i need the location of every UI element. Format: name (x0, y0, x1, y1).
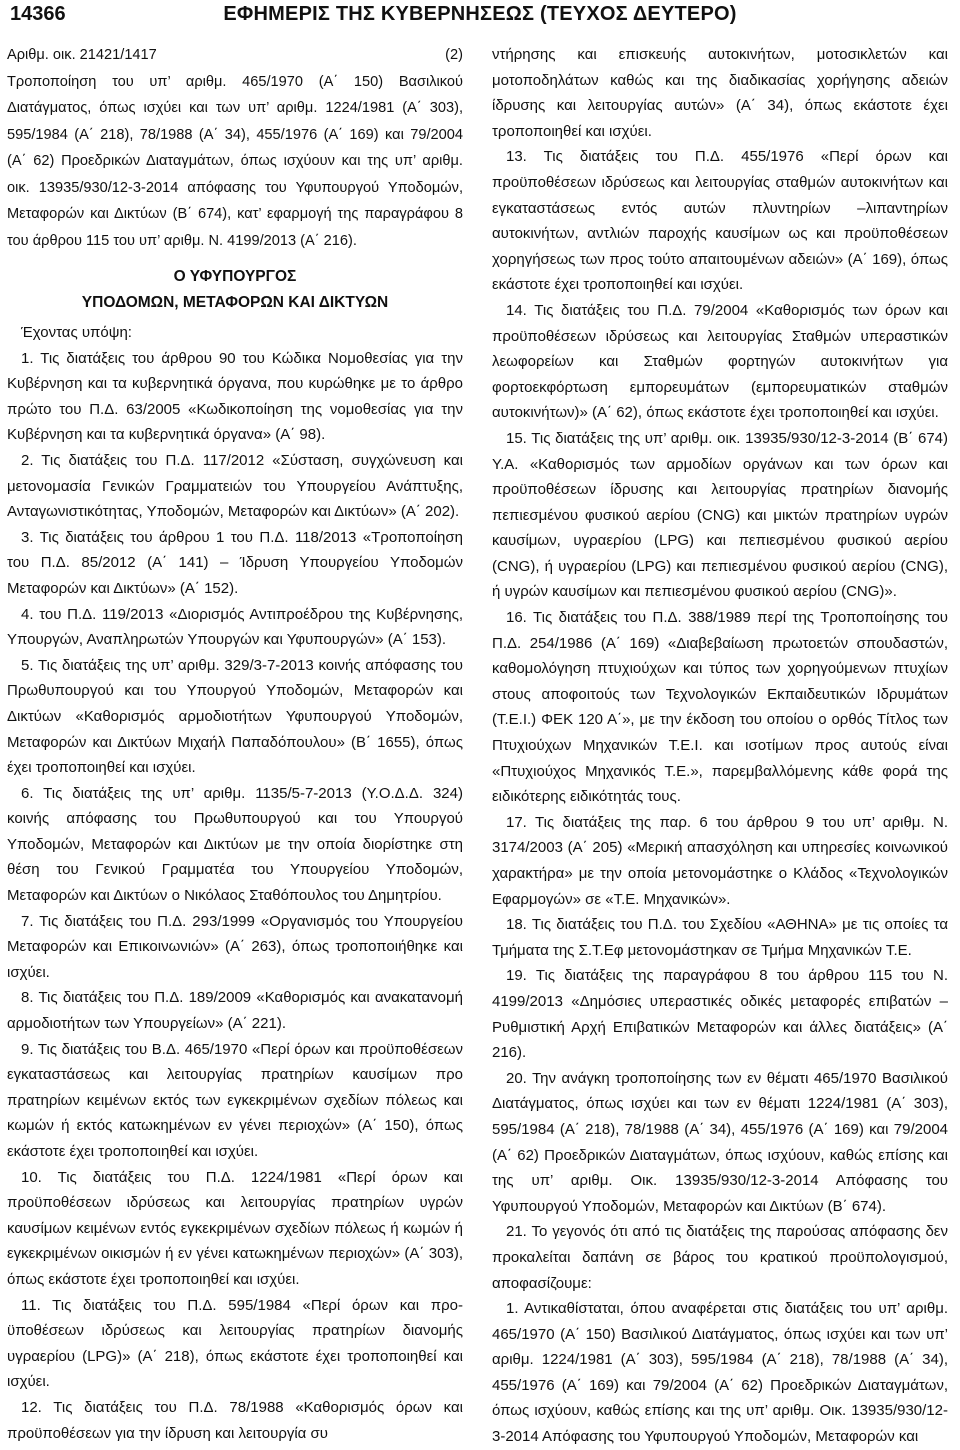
authority-title-line1: Ο ΥΦΥΠΟΥΡΓΟΣ (173, 268, 297, 285)
paragraph: 2. Τις διατάξεις του Π.Δ. 117/2012 «Σύσταση, συγχώνευση και μετονομασία Γενικών Γραμματειών του Υπουργείου Ανάπτυξης, Ανταγωνιστικότητας, Υποδομών, Μεταφορών και Δικτύων» (Α΄ 202). (7, 451, 463, 521)
left-paragraphs (7, 346, 463, 1447)
paragraph: 3. Τις διατάξεις του άρθρου 1 του Π.Δ. 118/2013 «Τροποποίηση του Π.Δ. 85/2012 (Α΄ 141) – Ίδρυση Υπουργείου Υποδομών Μεταφορών και Δικτύων» (Α΄ 152). (7, 528, 463, 597)
paragraph: 1. Τις διατάξεις του άρθρου 90 του Κώδικα Νομοθεσίας για την Κυβέρνηση και τα κυβερνητικά όργανα, που κυρώθηκε με το άρθρο πρώτο του Π.Δ. 63/2005 «Κωδικοποίηση της νομοθεσίας για την Κυβέρνηση και τα κυβερνητικά όργανα» (Α΄ 98). (7, 349, 463, 444)
paragraph: 4. του Π.Δ. 119/2013 «Διορισμός Αντιπροέδρου της Κυβέρνησης, Υπουργών, Αναπληρωτών Υπουργών και Υφυπουργών» (Α΄ 153). (7, 605, 463, 649)
paragraph: 5. Τις διατάξεις της υπ’ αριθμ. 329/3-7-2013 κοινής απόφασης του Πρωθυπουργού και του Υπουργού Υποδομών, Μεταφορών και Δικτύων «Καθορισμός αρμοδιοτήτων Υφυπουργού Υποδομών, Μεταφορών και Δικτύων Μιχαήλ Παπαδόπουλου» (Β΄ 1655), όπως έχει τροποποιηθεί και ισχύει. (7, 656, 463, 777)
paragraph: 14. Τις διατάξεις του Π.Δ. 79/2004 «Καθορισμός των όρων και προϋποθέσεων ιδρύσεως και λειτουργίας Σταθμών υπεραστικών λεωφορείων και Σταθμών φορτηγών αυτοκινήτων για φορτοεκφόρτωση εμπορευμάτων (εμπορευματικών σταθμών αυτοκινήτων)» (Α΄ 62), όπως εκάστοτε έχει τροποποιηθεί και ισχύει. (492, 301, 948, 422)
page-header (0, 0, 960, 36)
authority-title-line2: ΥΠΟΔΟΜΩΝ, ΜΕΤΑΦΟΡΩΝ ΚΑΙ ΔΙΚΤΥΩΝ (81, 294, 389, 311)
paragraph: 20. Την ανάγκη τροποποίησης των εν θέματι 465/1970 Βασιλικού Διατάγματος, όπως ισχύει και των εν θέματι 1224/1981 (Α΄ 303), 595/1984 (Α΄ 218), 78/1988 (Α΄ 34), 455/1976 (Α΄ 169) και 79/2004 (Α΄ 62) Προεδρικών Διαταγμάτων, όπως ισχύουν, καθώς επίσης και της υπ’ αριθμ. Οικ. 13935/930/12-3-2014 Απόφασης του Υφυπουργού Υποδομών, Μεταφορών και Δικτύων (Β΄ 674). (492, 1069, 948, 1215)
paragraph: 12. Τις διατάξεις του Π.Δ. 78/1988 «Καθορισμός όρων και προϋποθέσεων για την ίδρυση και λειτουργία συ (7, 1398, 463, 1442)
paragraph: 17. Τις διατάξεις της παρ. 6 του άρθρου 9 του υπ’ αριθμ. Ν. 3174/2003 (Α΄ 205) «Μερική απασχόληση και υπηρεσίες κοινωνικού χαρακτήρα» με την οποία μετονομάστηκε ο Κλάδος «Τεχνολογικών Εφαρμογών» σε «Τ.Ε. Μηχανικών». (492, 813, 948, 908)
right-paragraphs (492, 42, 948, 1450)
paragraph: 21. Το γεγονός ότι από τις διατάξεις της παρούσας απόφασης δεν προκαλείται δαπάνη σε βάρος του κρατικού προϋπολογισμού, αποφασίζουμε: (492, 1223, 948, 1292)
paragraph: 13. Τις διατάξεις του Π.Δ. 455/1976 «Περί όρων και προϋποθέσεων ιδρύσεως και λειτουργίας σταθμών αυτοκινήτων και εγκαταστάσεως εντός αυτών πλυντηρίων –λιπαντηρίων αυτοκινήτων, αντλιών παροχής καυσίμων ως και προϋποθέσεων χορηγήσεως των προς τούτο απαιτουμένων αδειών» (Α΄ 169), όπως εκάστοτε έχει τροποποιηθεί και ισχύει. (492, 148, 948, 294)
considering-heading: Έχοντας υπόψη: (21, 324, 132, 341)
page-number: 14366 (10, 3, 66, 25)
document-heading (7, 42, 463, 254)
paragraph: 10. Τις διατάξεις του Π.Δ. 1224/1981 «Περί όρων και προϋποθέσεων ιδρύσεως και λειτουργίας πρατηρίων υγρών καυσίμων κειμένων εντός εγκεκριμένων σχεδίων πόλεως ή κωμών ή εγκεκριμένων οικισμών ή εν γένει κατωκημένων περιοχών» (Α΄ 303), όπως εκάστοτε έχει τροποποιηθεί και ισχύει. (7, 1168, 463, 1288)
paragraph: 18. Τις διατάξεις του Π.Δ. του Σχεδίου «ΑΘΗΝΑ» με τις οποίες τα Τμήματα της Σ.Τ.Εφ μετονομάστηκαν σε Τμήμα Μηχανικών Τ.Ε. (492, 916, 948, 959)
reference-index: (2) (445, 47, 463, 63)
paragraph: 8. Τις διατάξεις του Π.Δ. 189/2009 «Καθορισμός και ανακατανομή αρμοδιοτήτων των Υπουργείων» (Α΄ 221). (7, 989, 463, 1033)
right-column (492, 42, 948, 1450)
paragraph: 16. Τις διατάξεις του Π.Δ. 388/1989 περί της Τροποποίησης του Π.Δ. 254/1986 (Α΄ 169) «Διαβεβαίωση πρωτοετών σπουδαστών, καθομολόγηση πτυχιούχων και τύπος των χορηγούμενων πτυχίων στους αποφοιτούς των Τεχνολογικών Εκπαιδευτικών Ιδρυμάτων (Τ.Ε.Ι.) ΦΕΚ 120 Α΄», με την έκδοση του οποίου ο ορθός Τίτλος των Πτυχιούχων Μηχανικών Τ.Ε.Ι. και ισοτίμων προς αυτούς είναι «Πτυχιούχος Μηχανικός Τ.Ε.», παρεμβαλλόμενης κάθε φορά της ειδικότερης ειδικότητάς τους. (492, 609, 948, 806)
paragraph: 19. Τις διατάξεις της παραγράφου 8 του άρθρου 115 του Ν. 4199/2013 «Δημόσιες υπεραστικές οδικές μεταφορές επιβατών – Ρυθμιστική Αρχή Επιβατικών Μεταφορών και άλλες διατάξεις» (Α΄ 216). (492, 967, 948, 1062)
paragraph: 11. Τις διατάξεις του Π.Δ. 595/1984 «Περί όρων και προϋποθέσεων ιδρύσεως και λειτουργίας πρατηρίων διανομής υγραερίου (LPG)» (Α΄ 218), όπως εκάστοτε έχει τροποποιηθεί και ισχύει. (7, 1296, 463, 1391)
paragraph: 7. Τις διατάξεις του Π.Δ. 293/1999 «Οργανισμός του Υπουργείου Μεταφορών και Επικοινωνιών» (Α΄ 263), όπως τροποποιήθηκε και ισχύει. (7, 912, 463, 981)
reference-line (7, 42, 463, 69)
left-column (7, 42, 463, 1446)
document-subject: Τροποποίηση του υπ’ αριθμ. 465/1970 (Α΄ 150) Βασιλικού Διατάγματος, όπως ισχύει και των υπ’ αριθμ. 1224/1981 (Α΄ 303), 595/1984 (Α΄ 218), 78/1988 (Α΄ 34), 455/1976 (Α΄ 169) και 79/2004 (Α΄ 62) Προεδρικών Διαταγμάτων, όπως ισχύουν και της υπ’ αριθμ. οικ. 13935/930/12-3-2014 απόφασης του Υφυπουργού Υποδομών, Μεταφορών και Δικτύων (Β΄ 674), κατ’ εφαρμογή της παραγράφου 8 του άρθρου 115 του υπ’ αριθμ. Ν. 4199/2013 (Α΄ 216). (7, 73, 463, 249)
paragraph: ντήρησης και επισκευής αυτοκινήτων, μοτοσικλετών και μοτοποδηλάτων καθώς και της διαδικασίας χορήγησης αδειών ίδρυσης και λειτουργίας αυτών» (Α΄ 34), όπως εκάστοτε έχει τροποποιηθεί και ισχύει. (492, 46, 948, 140)
paragraph: 1. Αντικαθίσταται, όπου αναφέρεται στις διατάξεις του υπ’ αριθμ. 465/1970 (Α΄ 150) Βασιλικού Διατάγματος, όπως ισχύει και των υπ’ αριθμ. 1224/1981 (Α΄ 303), 595/1984 (Α΄ 218), 78/1988 (Α΄ 34), 455/1976 (Α΄ 169) και 79/2004 (Α΄ 62) Προεδρικών Διαταγμάτων, όπως ισχύουν, καθώς επίσης και της υπ’ αριθμ. Οικ. 13935/930/12-3-2014 Απόφασης του Υφυπουργού Υποδομών, Μεταφορών και (492, 1300, 948, 1446)
reference-number: Αριθμ. οικ. 21421/1417 (7, 47, 157, 63)
journal-title: ΕΦΗΜΕΡΙΣ ΤΗΣ ΚΥΒΕΡΝΗΣΕΩΣ (ΤΕΥΧΟΣ ΔΕΥΤΕΡΟ) (223, 3, 737, 25)
paragraph: 6. Τις διατάξεις της υπ’ αριθμ. 1135/5-7-2013 (Υ.Ο.Δ.Δ. 324) κοινής απόφασης του Πρωθυπουργού και του Υπουργού Υποδομών, Μεταφορών και Δικτύων με την οποία διορίστηκε στη θέση του Γενικού Γραμματέα του Υπουργείου Υποδομών, Μεταφορών και Δικτύων ο Νικόλαος Σταθόπουλος του Δημητρίου. (7, 784, 463, 905)
authority-title (7, 264, 463, 316)
paragraph: 15. Τις διατάξεις της υπ’ αριθμ. οικ. 13935/930/12-3-2014 (Β΄ 674) Υ.Α. «Καθορισμός των αρμοδίων οργάνων και των όρων και προϋποθέσεων ίδρυσης και λειτουργίας πρατηρίων διανομής πεπιεσμένου φυσικού αερίου (CNG) και μικτών πρατηρίων υγρών καυσίμων, υγραερίου (LPG) και πεπιεσμένου φυσικού αερίου (CNG), ή υγραερίου (LPG) και πεπιεσμένου φυσικού αερίου (CNG), ή υγρών καυσίμων και πεπιεσμένου φυσικού αερίου (CNG)». (492, 429, 948, 601)
paragraph: 9. Τις διατάξεις του Β.Δ. 465/1970 «Περί όρων και προϋποθέσεων εγκαταστάσεως και λειτουργίας πρατηρίων καυσίμων προ πρατηρίων κειμένων εκτός των εγκεκριμένων σχεδίων πόλεως και κωμών ή εκτός κατωκημένων εν γένει περιοχών» (Α΄ 150), όπως εκάστοτε έχει τροποποιηθεί και ισχύει. (7, 1040, 463, 1160)
